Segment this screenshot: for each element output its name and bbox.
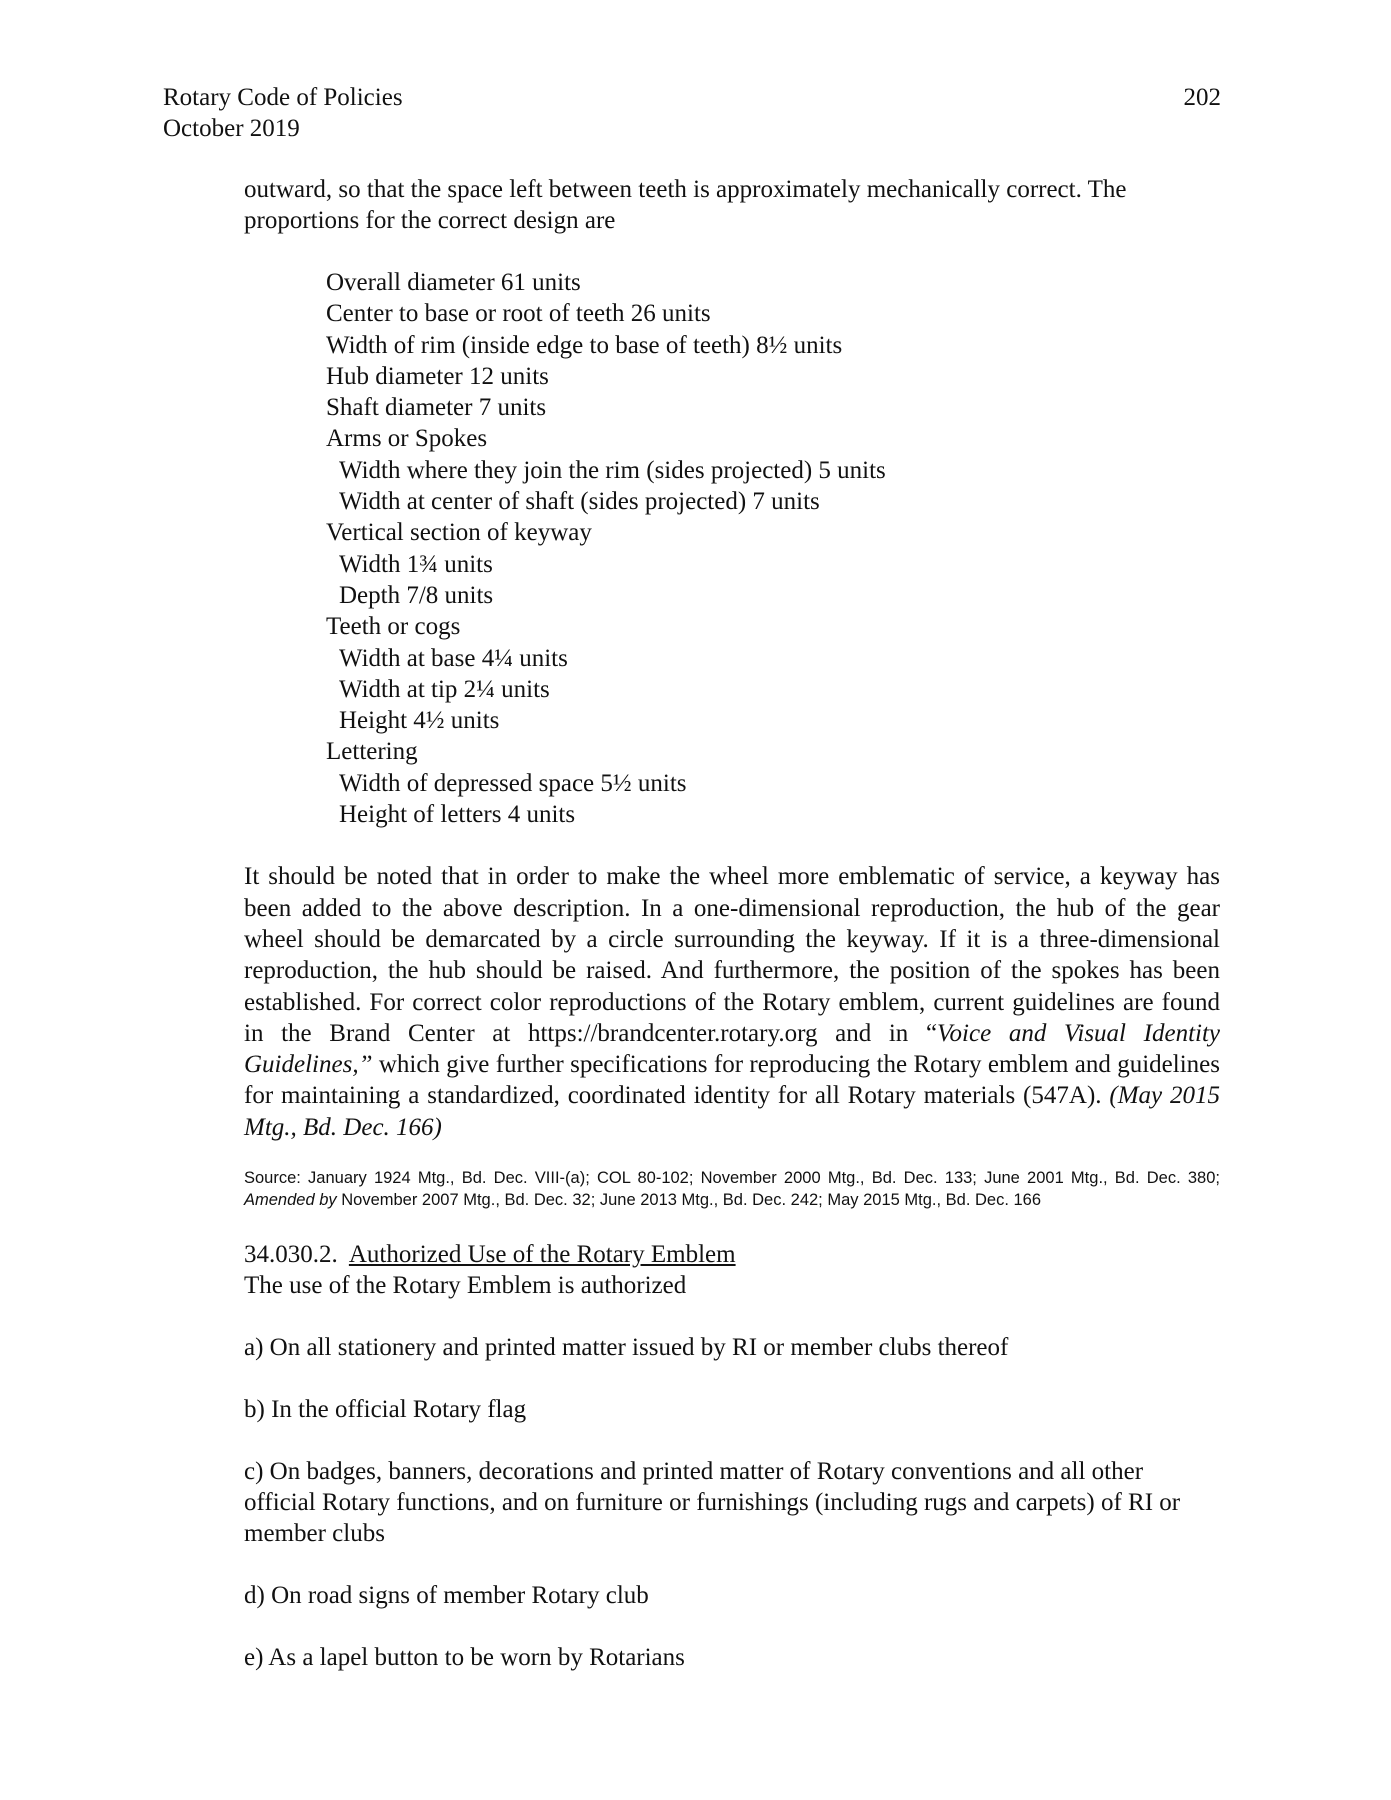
source-note — [244, 1167, 1220, 1211]
list-item: a) On all stationery and printed matter issued by RI or member clubs thereof — [244, 1334, 1009, 1362]
guidelines-title: Voice and Visual Identity Guidelines,” — [244, 1019, 1221, 1079]
proportion-line: Width at tip 2¼ units — [339, 675, 550, 703]
amended-by-label: Amended by — [244, 1191, 337, 1210]
proportion-line: Width where they join the rim (sides projected) 5 units — [339, 456, 886, 484]
authorized-uses-list — [244, 1332, 1220, 1673]
list-item: c) On badges, banners, decorations and printed matter of Rotary conventions and all other official Rotary functions, and on furniture or furnishings (including rugs and carpets) of RI or member clubs — [244, 1458, 1181, 1548]
proportion-line: Width at center of shaft (sides projected) 7 units — [339, 488, 820, 516]
page-number: 202 — [1183, 84, 1221, 111]
notes-text-1: It should be noted that in order to make the wheel more emblematic of service, a keyway has been added to the above description. In a one-dimensional reproduction, the hub of the gear wheel should be demarcated by a circle surrounding the keyway. If it is a three-dimensional reproduction, the hub should be raised. And furthermore, the position of the spokes has been established. For correct color reproductions of the Rotary emblem, current guidelines are found in the Brand Center at https://brandcenter.rotary.org and in “ — [244, 863, 1220, 1047]
proportion-line: Shaft diameter 7 units — [326, 394, 547, 422]
proportion-line: Width of rim (inside edge to base of teeth) 8½ units — [326, 331, 843, 359]
proportions-list — [326, 267, 1220, 830]
doc-title: Rotary Code of Policies — [163, 84, 403, 111]
section-title: Authorized Use of the Rotary Emblem — [348, 1241, 736, 1269]
proportion-line: Center to base or root of teeth 26 units — [326, 300, 711, 328]
source-text-2: November 2007 Mtg., Bd. Dec. 32; June 2013 Mtg., Bd. Dec. 242; May 2015 Mtg., Bd. Dec. 166 — [336, 1191, 1042, 1210]
intro-paragraph: outward, so that the space left between teeth is approximately mechanically correct. The proportions for the correct design are — [244, 176, 1127, 234]
emblem-notes-paragraph — [244, 861, 1220, 1143]
page-header — [163, 82, 403, 144]
proportion-line: Width of depressed space 5½ units — [339, 769, 687, 797]
proportion-line: Height of letters 4 units — [339, 801, 576, 829]
proportion-line: Arms or Spokes — [326, 425, 488, 453]
doc-date: October 2019 — [163, 115, 300, 142]
page-content — [244, 174, 1220, 1673]
proportion-line: Lettering — [326, 738, 418, 766]
section-lead: The use of the Rotary Emblem is authorized — [244, 1272, 687, 1300]
list-item: b) In the official Rotary flag — [244, 1396, 527, 1424]
section-heading — [244, 1239, 1220, 1270]
proportion-line: Hub diameter 12 units — [326, 362, 549, 390]
list-item: d) On road signs of member Rotary club — [244, 1582, 649, 1610]
section-number: 34.030.2. — [244, 1241, 338, 1269]
board-decision-citation: (May 2015 Mtg., Bd. Dec. 166) — [244, 1082, 1220, 1141]
proportion-line: Teeth or cogs — [326, 613, 461, 641]
proportion-line: Depth 7/8 units — [339, 581, 494, 609]
source-text-1: Source: January 1924 Mtg., Bd. Dec. VIII-(a); COL 80-102; November 2000 Mtg., Bd. Dec. 133; June 2001 Mtg., Bd. Dec. 380; — [244, 1169, 1220, 1188]
list-item: e) As a lapel button to be worn by Rotarians — [244, 1644, 685, 1672]
notes-text-2: which give further specifications for reproducing the Rotary emblem and guidelines for maintaining a standardized, coordinated identity for all Rotary materials (547A). — [244, 1051, 1220, 1110]
proportion-line: Vertical section of keyway — [326, 519, 592, 547]
proportion-line: Overall diameter 61 units — [326, 269, 581, 296]
proportion-line: Height 4½ units — [339, 707, 500, 735]
proportion-line: Width 1¾ units — [339, 550, 493, 578]
proportion-line: Width at base 4¼ units — [339, 644, 568, 672]
